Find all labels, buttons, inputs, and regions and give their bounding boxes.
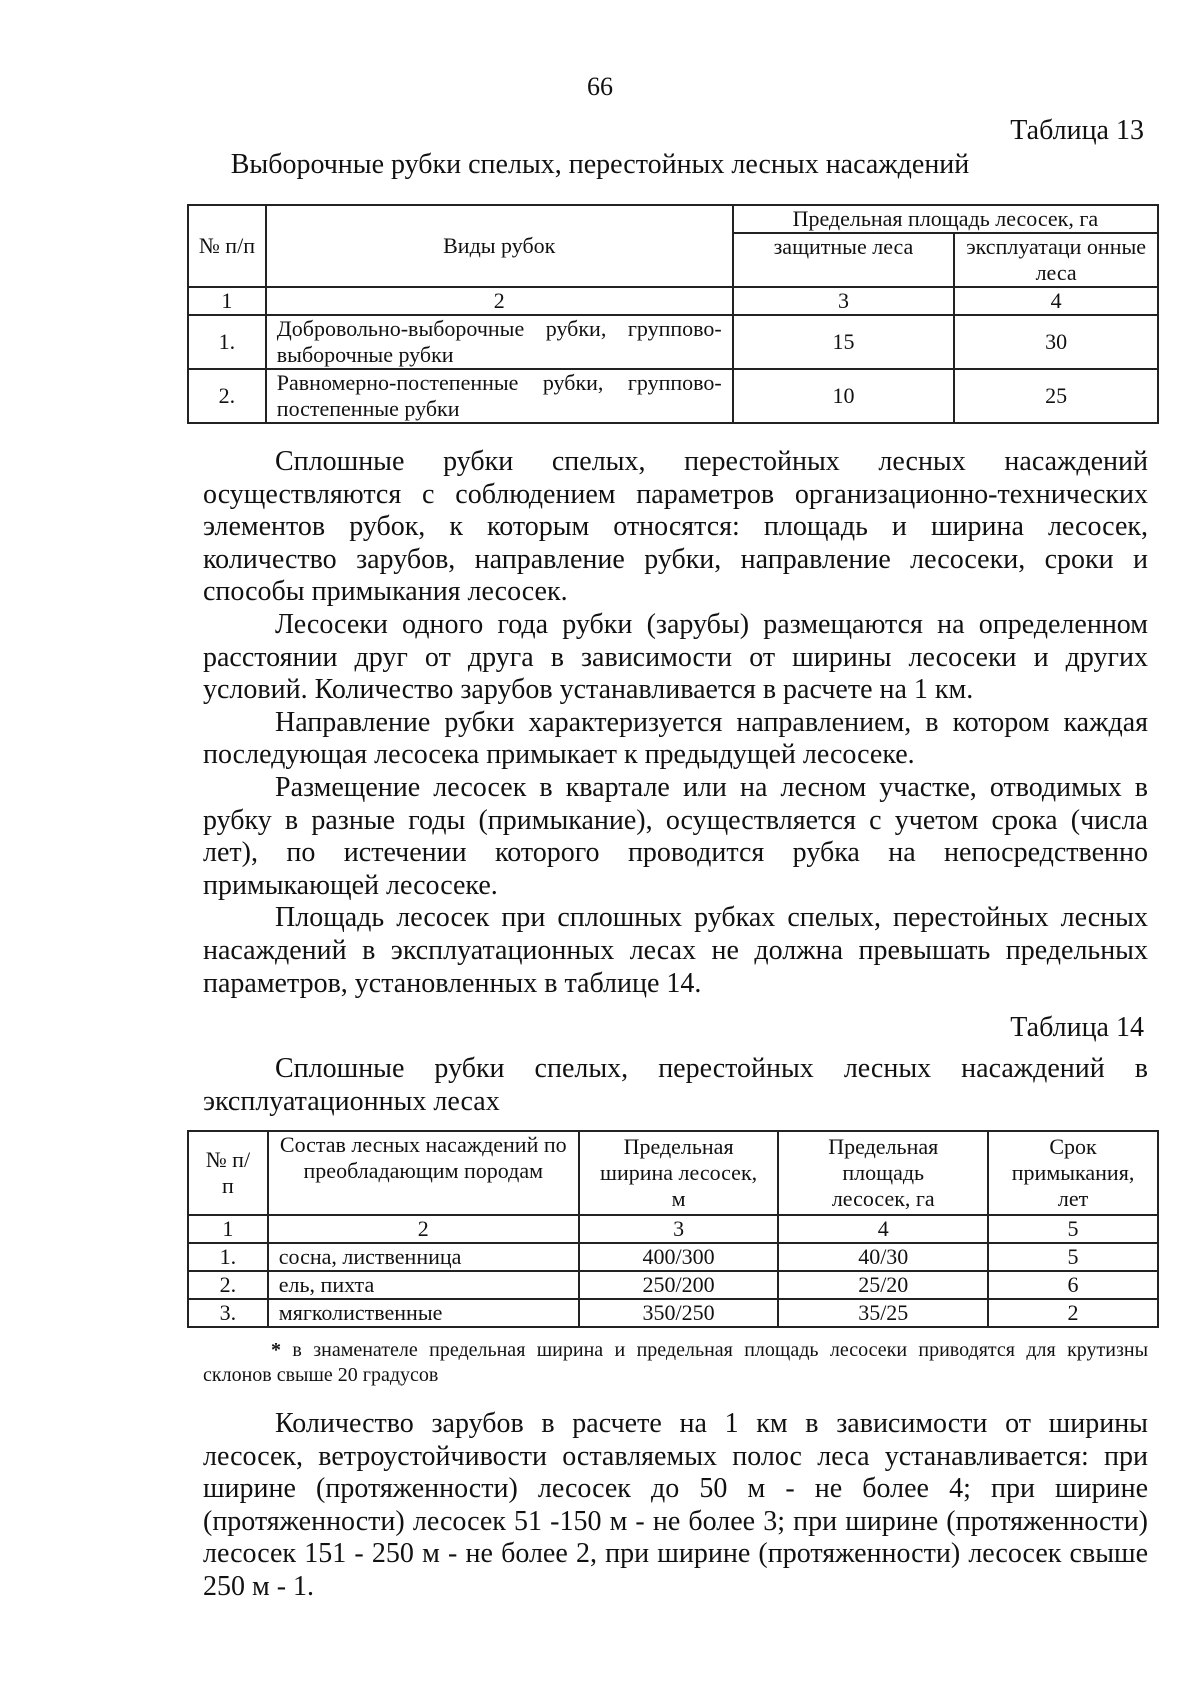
table13: [187, 204, 1159, 424]
row-term: 6: [988, 1271, 1158, 1299]
table14-header-num: № п/п: [188, 1131, 268, 1215]
table13-title: Выборочные рубки спелых, перестойных лесных насаждений: [230, 149, 970, 180]
row-area: 35/25: [778, 1299, 988, 1327]
table14-colnum: 5: [988, 1215, 1158, 1243]
row-term: 5: [988, 1243, 1158, 1271]
table13-header-exploitation: эксплуатаци онные леса: [954, 233, 1158, 287]
table14-colnum: 3: [579, 1215, 779, 1243]
table14-header-row: [188, 1131, 1158, 1215]
row-area: 25/20: [778, 1271, 988, 1299]
table14-colnum-row: [188, 1215, 1158, 1243]
row-type: Равномерно-постепенные рубки, группово-постепенные рубки: [266, 369, 733, 423]
table14-footnote: [203, 1338, 1148, 1388]
table13-colnum-row: [188, 287, 1158, 315]
table14: [187, 1130, 1159, 1328]
row-composition: сосна, лиственница: [268, 1243, 579, 1271]
table13-label: Таблица 13: [1010, 115, 1144, 146]
table13-header-protective: защитные леса: [733, 233, 955, 287]
table14-colnum: 4: [778, 1215, 988, 1243]
paragraph: Сплошные рубки спелых, перестойных лесных насаждений осуществляются с соблюдением параметров организационно-технических элементов рубок, к которым относятся: площадь и ширина лесосек, количество зарубов, направление рубки, направление лесосеки, сроки и способы примыкания лесосек.: [203, 446, 1148, 608]
row-width: 250/200: [579, 1271, 779, 1299]
table14-label: Таблица 14: [1010, 1012, 1144, 1043]
table14-title: Сплошные рубки спелых, перестойных лесных насаждений в эксплуатационных лесах: [203, 1053, 1148, 1117]
table-row: [188, 1271, 1158, 1299]
table14-header-composition: Состав лесных насаждений по преобладающим породам: [268, 1131, 579, 1215]
table13-header-num: № п/п: [188, 205, 266, 287]
table13-header-types: Виды рубок: [266, 205, 733, 287]
row-num: 1.: [188, 315, 266, 369]
table-row: [188, 1299, 1158, 1327]
table-row: [188, 1243, 1158, 1271]
row-composition: мягколиственные: [268, 1299, 579, 1327]
paragraph: Лесосеки одного года рубки (зарубы) размещаются на определенном расстоянии друг от друга в зависимости от ширины лесосеки и других условий. Количество зарубов устанавливается в расчете на 1 км.: [203, 608, 1148, 706]
paragraph: Размещение лесосек в квартале или на лесном участке, отводимых в рубку в разные годы (примыкание), осуществляется с учетом срока (числа лет), по истечении которого проводится рубка на непосредственно примыкающей лесосеке.: [203, 771, 1148, 901]
row-width: 400/300: [579, 1243, 779, 1271]
table-row: [188, 315, 1158, 369]
table13-colnum: 2: [266, 287, 733, 315]
row-num: 3.: [188, 1299, 268, 1327]
table13-colnum: 3: [733, 287, 955, 315]
row-term: 2: [988, 1299, 1158, 1327]
row-num: 1.: [188, 1243, 268, 1271]
table13-header-area-group: Предельная площадь лесосек, га: [733, 205, 1158, 233]
paragraph: Количество зарубов в расчете на 1 км в зависимости от ширины лесосек, ветроустойчивости оставляемых полос леса устанавливается: при ширине (протяженности) лесосек до 50 м - не более 4; при ширине (протяженности) лесосек 51 -150 м - не более 3; при ширине (протяженности) лесосек 151 - 250 м - не более 2, при ширине (протяженности) лесосек свыше 250 м - 1.: [203, 1408, 1148, 1602]
footnote-star: *: [271, 1339, 281, 1361]
footnote-text: в знаменателе предельная ширина и предельная площадь лесосеки приводятся для крутизны склонов свыше 20 градусов: [203, 1339, 1149, 1386]
row-num: 2.: [188, 369, 266, 423]
paragraph: Площадь лесосек при сплошных рубках спелых, перестойных лесных насаждений в эксплуатационных лесах не должна превышать предельных параметров, установленных в таблице 14.: [203, 902, 1148, 999]
table13-colnum: 4: [954, 287, 1158, 315]
row-exploitation: 30: [954, 315, 1158, 369]
row-protective: 10: [733, 369, 955, 423]
row-area: 40/30: [778, 1243, 988, 1271]
table14-colnum: 1: [188, 1215, 268, 1243]
body-section-1: [203, 446, 1148, 1000]
table-row: [188, 369, 1158, 423]
row-type: Добровольно-выборочные рубки, группово-выборочные рубки: [266, 315, 733, 369]
paragraph: Направление рубки характеризуется направлением, в котором каждая последующая лесосека примыкает к предыдущей лесосеке.: [203, 706, 1148, 771]
table14-colnum: 2: [268, 1215, 579, 1243]
row-exploitation: 25: [954, 369, 1158, 423]
page-number: 66: [587, 72, 613, 101]
row-composition: ель, пихта: [268, 1271, 579, 1299]
row-protective: 15: [733, 315, 955, 369]
table13-header-row: [188, 205, 1158, 233]
table13-colnum: 1: [188, 287, 266, 315]
table14-header-area: Предельная площадь лесосек, га: [778, 1131, 988, 1215]
row-num: 2.: [188, 1271, 268, 1299]
table14-header-term: Срок примыкания, лет: [988, 1131, 1158, 1215]
row-width: 350/250: [579, 1299, 779, 1327]
body-section-2: [203, 1408, 1148, 1604]
table14-header-width: Предельная ширина лесосек, м: [579, 1131, 779, 1215]
